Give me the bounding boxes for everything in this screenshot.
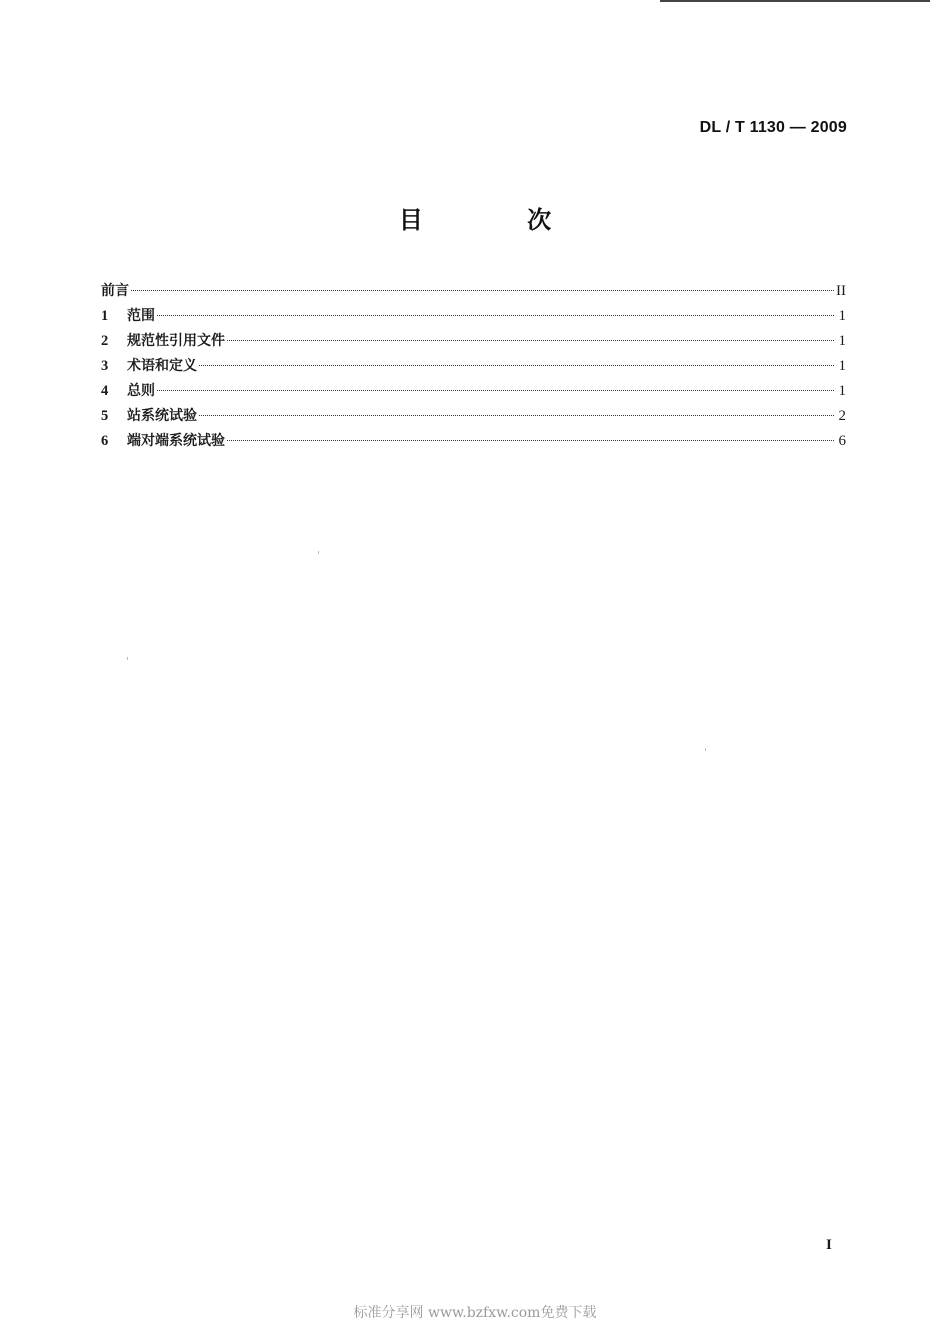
toc-entry-label: 术语和定义 [127, 358, 197, 374]
toc-entry-page: II [836, 283, 846, 299]
dot-leader [227, 440, 834, 441]
toc-entry-end-to-end-test[interactable] [101, 429, 846, 454]
standard-number: DL / T 1130 — 2009 [699, 119, 847, 136]
toc-title: 目 次 [398, 206, 600, 234]
toc-entry-number: 2 [101, 333, 109, 349]
dot-leader [157, 390, 834, 391]
dot-leader [131, 290, 834, 291]
toc-entry-station-system-test[interactable] [101, 404, 846, 429]
toc-entry-page: 2 [838, 408, 846, 424]
toc-entry-label: 范围 [127, 308, 155, 324]
toc-entry-label: 规范性引用文件 [127, 333, 225, 349]
dot-leader [199, 415, 834, 416]
scan-speck [127, 657, 128, 660]
toc-entry-number: 1 [101, 308, 109, 324]
toc-entry-label: 总则 [127, 383, 155, 399]
top-border-rule [660, 0, 930, 2]
toc-entry-label: 端对端系统试验 [127, 433, 225, 449]
footer-watermark: 标准分享网 www.bzfxw.com免费下载 [353, 1305, 597, 1321]
dot-leader [157, 315, 834, 316]
toc-entry-label: 前言 [101, 283, 129, 299]
toc-entry-foreword[interactable] [101, 279, 846, 304]
toc-entry-page: 1 [838, 333, 846, 349]
scan-speck [705, 748, 706, 751]
toc-entry-number: 4 [101, 383, 109, 399]
toc-entry-number: 6 [101, 433, 109, 449]
toc-entry-number: 5 [101, 408, 109, 424]
toc-entry-terms-definitions[interactable] [101, 354, 846, 379]
toc-entry-page: 1 [838, 308, 846, 324]
toc-entry-general[interactable] [101, 379, 846, 404]
toc-entry-page: 1 [838, 383, 846, 399]
dot-leader [199, 365, 834, 366]
table-of-contents [101, 279, 846, 454]
dot-leader [227, 340, 834, 341]
toc-entry-label: 站系统试验 [127, 408, 197, 424]
toc-entry-scope[interactable] [101, 304, 846, 329]
toc-entry-page: 1 [838, 358, 846, 374]
toc-entry-normative-references[interactable] [101, 329, 846, 354]
toc-entry-number: 3 [101, 358, 109, 374]
toc-entry-page: 6 [838, 433, 846, 449]
page-number: I [826, 1237, 832, 1253]
scan-speck [318, 551, 319, 554]
